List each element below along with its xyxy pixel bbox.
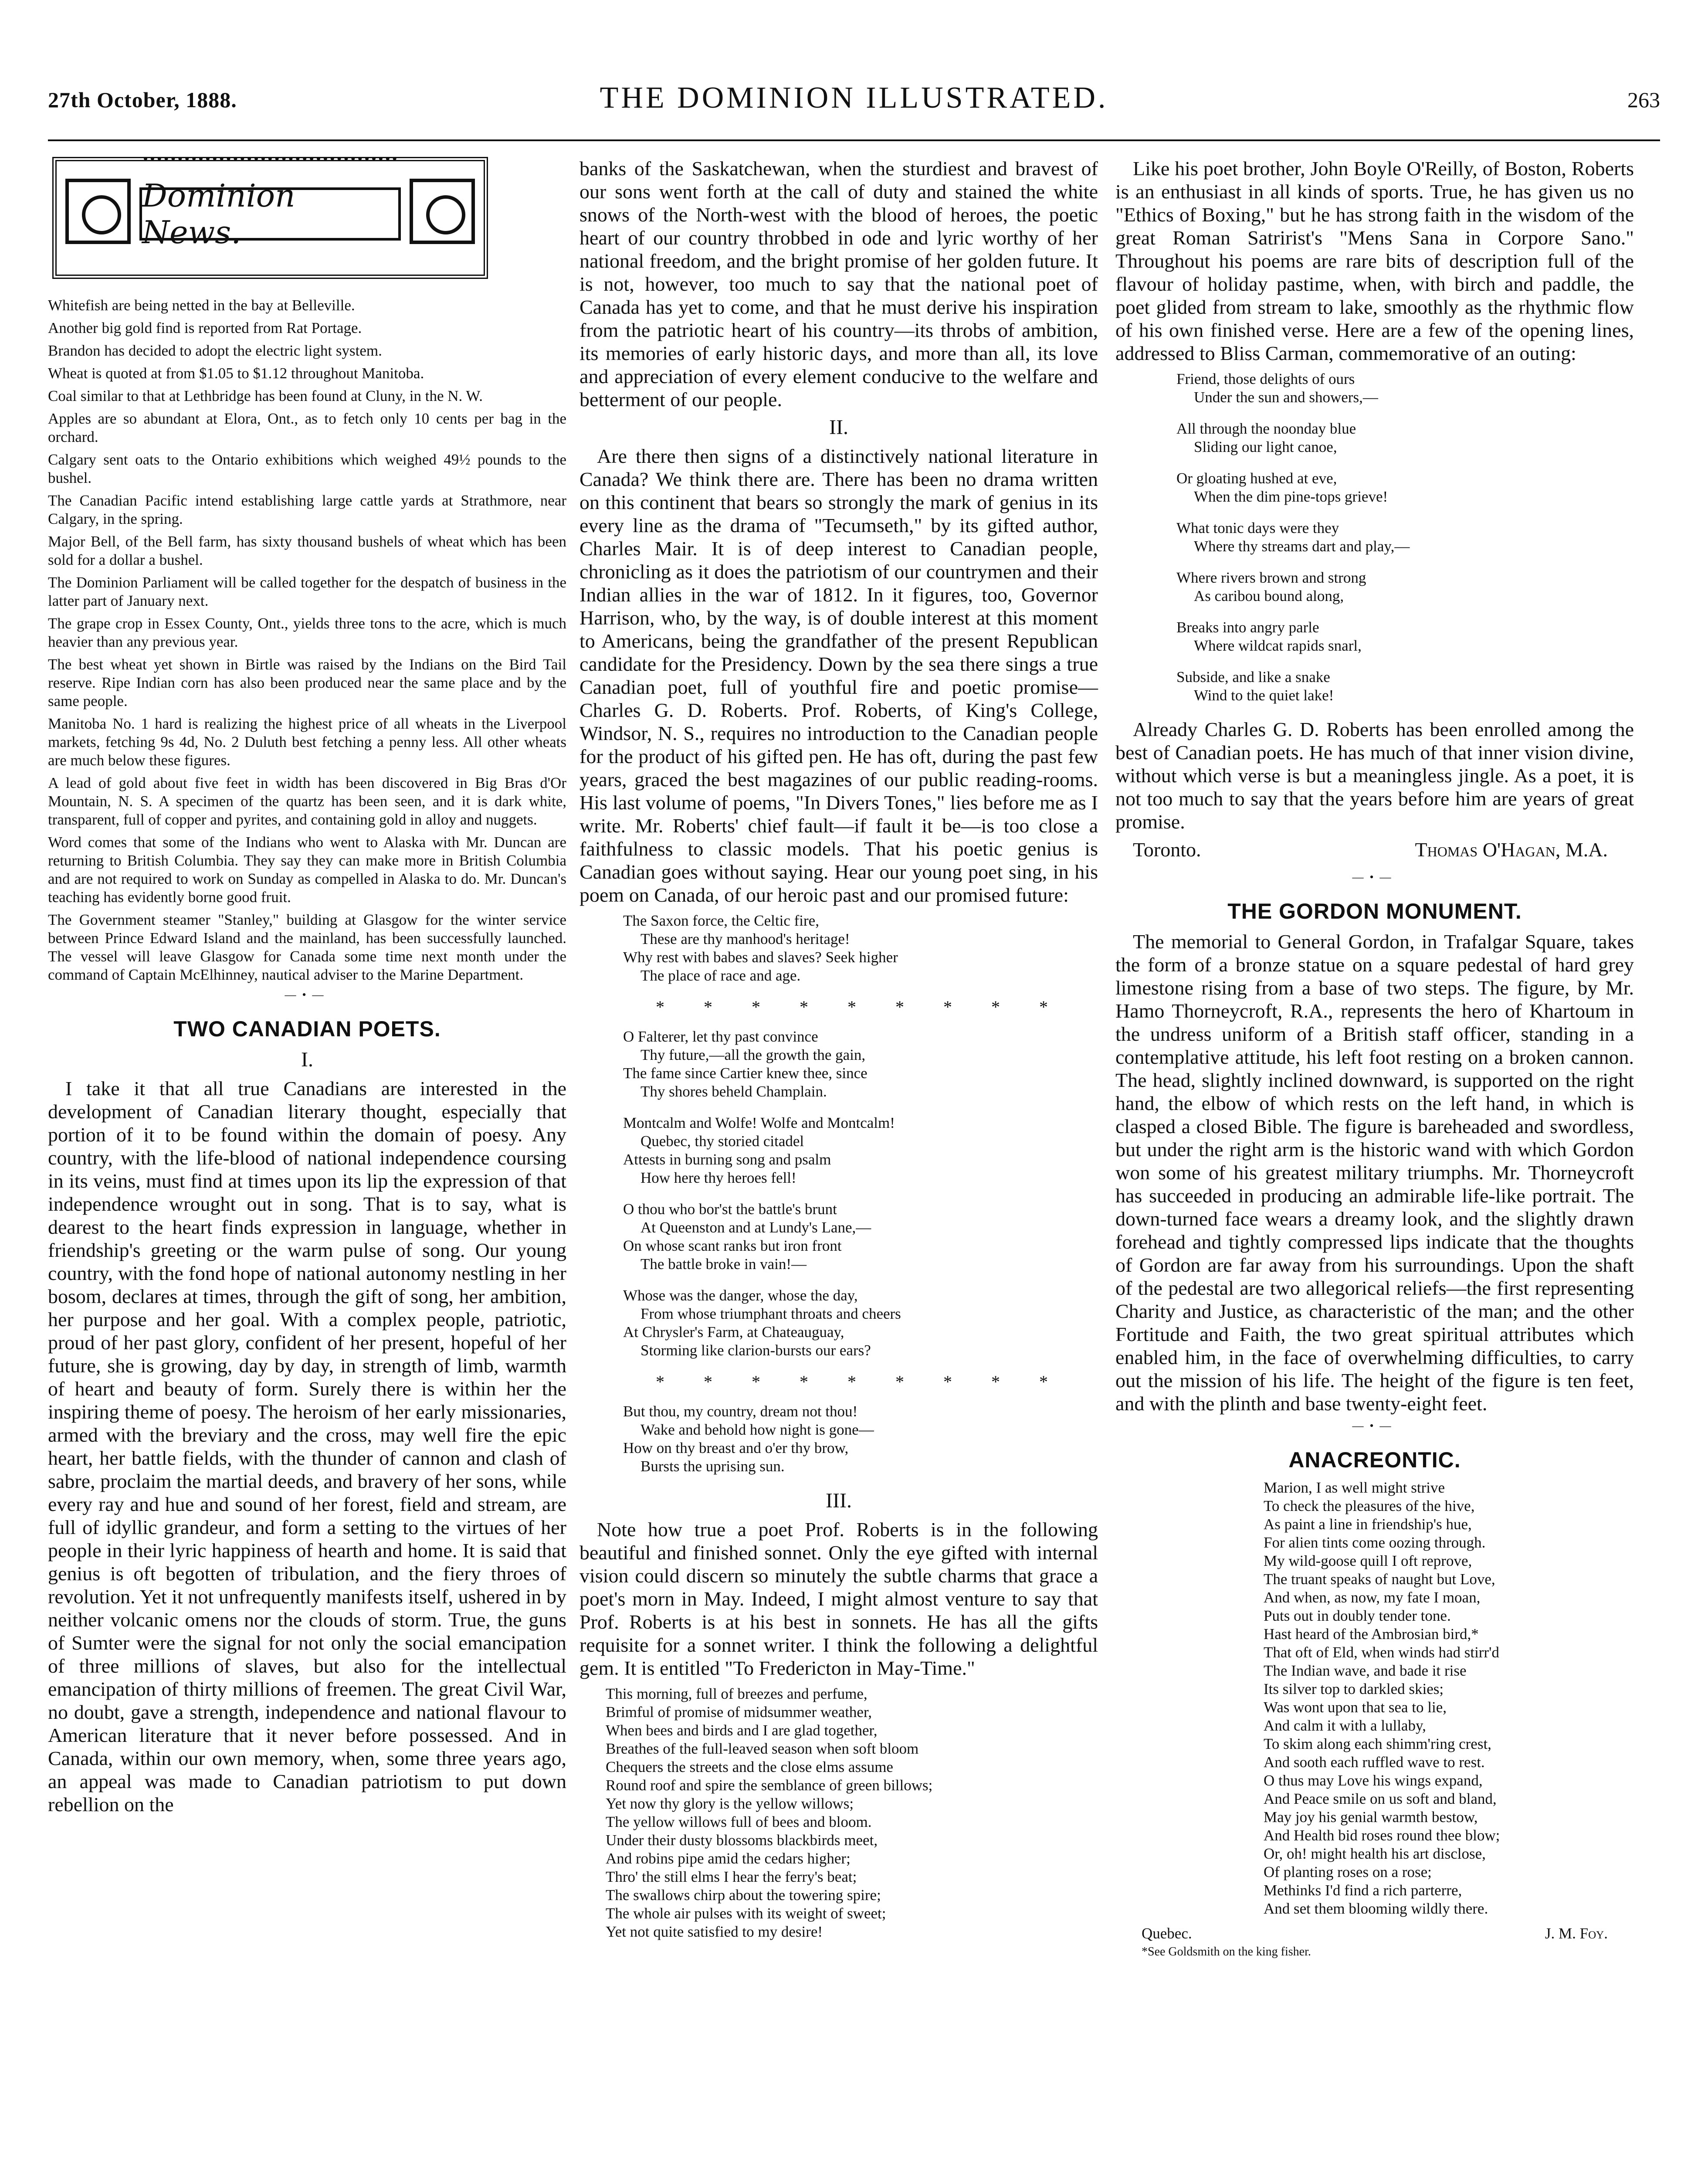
poem-line: The Indian wave, and bade it rise [1264, 1662, 1467, 1679]
poem-line: Or gloating hushed at eve, [1176, 470, 1337, 487]
poem-line: Montcalm and Wolfe! Wolfe and Montcalm! [623, 1114, 895, 1131]
poem-line: Breaks into angry parle [1176, 619, 1319, 636]
poem-line: Storming like clarion-bursts our ears? [640, 1342, 871, 1359]
poem-line: All through the noonday blue [1176, 420, 1356, 437]
poem-line: The yellow willows full of bees and bloom. [606, 1813, 872, 1830]
poem-line: O thus may Love his wings expand, [1264, 1772, 1483, 1789]
poem-line: When the dim pine-tops grieve! [1194, 488, 1388, 505]
poem-line: As paint a line in friendship's hue, [1264, 1516, 1472, 1533]
stars-separator: * * * * * * * * * [656, 1372, 1065, 1392]
poem-line: Breathes of the full-leaved season when soft bloom [606, 1740, 919, 1757]
poem-stanza [623, 1114, 1098, 1187]
poem-stanza [1176, 370, 1634, 407]
poem-line: And calm it with a lullaby, [1264, 1717, 1426, 1734]
poem-line: The truant speaks of naught but Love, [1264, 1571, 1495, 1588]
poem-line: Where wildcat rapids snarl, [1194, 637, 1362, 654]
poem-line: Where thy streams dart and play,— [1194, 538, 1410, 555]
poem-stanza [1176, 469, 1634, 506]
poets-signature [1115, 838, 1634, 862]
section-1-heading: I. [301, 1048, 313, 1071]
poem-stanza [623, 1200, 1098, 1273]
poem-line: The battle broke in vain!— [640, 1256, 807, 1273]
gordon-title: THE GORDON MONUMENT. [1227, 899, 1522, 923]
poem-line: Quebec, thy storied citadel [640, 1133, 804, 1150]
poem-line: Thy future,—all the growth the gain, [640, 1046, 866, 1063]
poem-stanza [623, 1028, 1098, 1101]
sonnet-fredericton [606, 1685, 1098, 1941]
poem-line: As caribou bound along, [1194, 587, 1344, 604]
poem-line: Yet now thy glory is the yellow willows; [606, 1795, 854, 1812]
poem-line: O Falterer, let thy past convince [623, 1028, 818, 1045]
poem-line: What tonic days were they [1176, 519, 1339, 536]
page-number: 263 [1627, 88, 1660, 112]
poem-line: To skim along each shimm'ring crest, [1264, 1735, 1491, 1752]
poem-line: But thou, my country, dream not thou! [623, 1403, 858, 1420]
poem-line: May joy his genial warmth bestow, [1264, 1809, 1478, 1826]
masthead-title: THE DOMINION ILLUSTRATED. [600, 81, 1108, 115]
poem-line: And Health bid roses round thee blow; [1264, 1827, 1500, 1844]
dominion-news-banner [52, 157, 488, 279]
news-item: Calgary sent oats to the Ontario exhibitions which weighed 49½ pounds to the bushel. [48, 451, 566, 486]
poem-line: Its silver top to darkled skies; [1264, 1680, 1444, 1697]
poem-line: On whose scant ranks but iron front [623, 1237, 842, 1254]
poem-line: Marion, I as well might strive [1264, 1479, 1445, 1496]
news-item: The Canadian Pacific intend establishing large cattle yards at Strathmore, near Calgary, in the spring. [48, 492, 566, 527]
poets-title: TWO CANADIAN POETS. [173, 1017, 441, 1041]
news-item: Whitefish are being netted in the bay at Belleville. [48, 297, 355, 314]
poem-line: And sooth each ruffled wave to rest. [1264, 1754, 1485, 1771]
poem-stanza [1176, 519, 1634, 556]
poem-line: Wind to the quiet lake! [1194, 687, 1334, 704]
poem-line: And Peace smile on us soft and bland, [1264, 1790, 1497, 1807]
poem-line: Yet not quite satisfied to my desire! [606, 1923, 823, 1940]
poem-line: O thou who bor'st the battle's brunt [623, 1201, 837, 1218]
poem-line: Or, oh! might health his art disclose, [1264, 1845, 1486, 1862]
poem-line: Bursts the uprising sun. [640, 1458, 785, 1475]
poem-line: Why rest with babes and slaves? Seek higher [623, 949, 898, 966]
poem-line: When bees and birds and I are glad together, [606, 1722, 878, 1739]
poem-outing [1176, 370, 1634, 705]
poem-line: Attests in burning song and psalm [623, 1151, 831, 1168]
poets-paragraph-1: I take it that all true Canadians are interested in the development of Canadian literary thought, especially that portion of it to be found within the domain of poesy. Any country, with the life-blood of national independence coursing in its veins, must find at times upon its lip the expression of that independence wrought out in song. That is to say, what is dearest to the heart finds expression in language, whether in friendship's greeting or the warm pulse of song. Our young country, with the fond hope of national autonomy nestling in her bosom, declares at times, through the gift of song, her ambition, her purpose and her goal. With a complex people, patriotic, proud of her past glory, confident of her present, hopeful of her future, she is growing, day by day, in strength of limb, warmth of heart and beauty of form. Surely there is within her the inspiring theme of poesy. The heroism of her early missionaries, armed with the breviary and the cross, may well fire the epic heart, her battle fields, with the thunder of cannon and clash of sabre, proclaim the martial deeds, and bravery of her sons, while every ray and hue and sound of her forest, field and stream, are full of idyllic grandeur, and form a setting to the virtues of her people in their lyric happiness of hearth and home. It is said that genius is oft begotten of tribulation, and the fiery throes of revolution. Yet it not unfrequently manifests itself, ushered in by neither volcanic omens nor the clouds of storm. True, the guns of Sumter were the signal for not only the social emancipation of three millions of slaves, but also for the intellectual emancipation of thirty millions of freemen. The great Civil War, no doubt, gave a strength, independence and national flavour to American literature that it never before possessed. And in Canada, within our own memory, when, some three years ago, an appeal was made to Canadian patriotism to put down rebellion on the [48, 1077, 566, 1816]
ornament-right-icon [410, 179, 475, 244]
page-header [48, 78, 1660, 131]
poem-line: Round roof and spire the semblance of green billows; [606, 1777, 933, 1794]
divider: —•— [1352, 1419, 1397, 1432]
poem-stanza [1176, 618, 1634, 655]
poem-line: Thro' the still elms I hear the ferry's beat; [606, 1868, 857, 1885]
anacreontic-poem [1264, 1479, 1634, 1918]
news-list [48, 296, 566, 984]
poem-line: From whose triumphant throats and cheers [640, 1305, 901, 1322]
poem-line: At Queenston and at Lundy's Lane,— [640, 1219, 871, 1236]
poem-line: To check the pleasures of the hive, [1264, 1497, 1475, 1514]
poem-stanza [623, 1286, 1098, 1360]
poem-line: Was wont upon that sea to lie, [1264, 1699, 1447, 1716]
banner-title: Dominion News. [139, 187, 401, 241]
ornament-left-icon [65, 179, 131, 244]
news-item: Brandon has decided to adopt the electric light system. [48, 342, 382, 359]
issue-date: 27th October, 1888. [48, 88, 237, 112]
poem-line: At Chrysler's Farm, at Chateauguay, [623, 1324, 844, 1341]
poem-line: Where rivers brown and strong [1176, 569, 1366, 586]
poem-stanza [1176, 420, 1634, 456]
poem-line: This morning, full of breezes and perfume, [606, 1685, 868, 1702]
signature-author: J. M. Foy. [1545, 1925, 1608, 1942]
poem-line: Thy shores beheld Champlain. [640, 1083, 827, 1100]
signature-place: Quebec. [1142, 1925, 1192, 1942]
poem-line: Sliding our light canoe, [1194, 438, 1337, 455]
poem-line: Friend, those delights of ours [1176, 370, 1355, 387]
signature-author: Thomas O'Hagan, M.A. [1415, 838, 1608, 861]
column-3 [1115, 157, 1634, 1959]
poem-line: Chequers the streets and the close elms assume [606, 1758, 893, 1775]
poem-stanza [1176, 569, 1634, 605]
poem-line: Puts out in doubly tender tone. [1264, 1607, 1451, 1624]
poem-line: Subside, and like a snake [1176, 669, 1330, 686]
news-item: Major Bell, of the Bell farm, has sixty thousand bushels of wheat which has been sold for a dollar a bushel. [48, 533, 566, 568]
column-2 [580, 157, 1098, 1952]
section-2-heading: II. [829, 416, 848, 439]
footnote: *See Goldsmith on the king fisher. [1142, 1945, 1311, 1958]
poets-paragraph-6: Already Charles G. D. Roberts has been enrolled among the best of Canadian poets. He has much of that inner vision divine, without which verse is but a meaningless jingle. As a poet, it is not too much to say that the years before him are years of great promise. [1115, 718, 1634, 833]
poem-stanza [1176, 668, 1634, 705]
poem-line: That oft of Eld, when winds had stirr'd [1264, 1644, 1499, 1661]
poem-line: Hast heard of the Ambrosian bird,* [1264, 1626, 1479, 1643]
anacreontic-signature [1115, 1925, 1634, 1942]
poem-line: Wake and behold how night is gone— [640, 1421, 874, 1438]
poem-canada [623, 912, 1098, 1476]
news-item: Apples are so abundant at Elora, Ont., as to fetch only 10 cents per bag in the orchard. [48, 410, 566, 445]
divider: —•— [1352, 871, 1397, 883]
poem-stanza [623, 912, 1098, 985]
anacreontic-title: ANACREONTIC. [1288, 1448, 1461, 1472]
poets-paragraph-3: Are there then signs of a distinctively national literature in Canada? We think there are. There has been no drama written on this continent that bears so strongly the mark of genius in its every line as the drama of "Tecumseth," by its gifted author, Charles Mair. It is of deep interest to Canadian people, chronicling as it does the patriotism of our countrymen and their Indian allies in the war of 1812. In it figures, too, Governor Harrison, who, by the way, is of double interest at this moment to Americans, being the grandfather of the present Republican candidate for the Presidency. Down by the sea there sings a true Canadian poet, full of youthful fire and poetic promise—Charles G. D. Roberts. Prof. Roberts, of King's College, Windsor, N. S., requires no introduction to the Canadian people for the product of his gifted pen. He has oft, during the past few years, graced the best magazines of our public reading-rooms. His last volume of poems, "In Divers Tones," lies before me as I write. Mr. Roberts' chief fault—if fault it be—is too close a faithfulness to classic models. That his poetic genius is Canadian goes without saying. Hear our young poet sing, in his poem on Canada, of our heroic past and our promised future: [580, 445, 1098, 906]
poem-line: How here thy heroes fell! [640, 1169, 796, 1186]
poem-line: Brimful of promise of midsummer weather, [606, 1704, 872, 1721]
poets-paragraph-4: Note how true a poet Prof. Roberts is in the following beautiful and finished sonnet. Only the eye gifted with internal vision could discern so minutely the subtle charms that grace a poet's morn in May. Indeed, I might almost venture to say that Prof. Roberts is at his best in sonnets. He has all the gifts requisite for a sonnet writer. I think the following a delightful gem. It is entitled "To Fredericton in May-Time." [580, 1518, 1098, 1679]
poem-line: Of planting roses on a rose; [1264, 1863, 1432, 1880]
poem-stanza [623, 1402, 1098, 1476]
poem-line: The place of race and age. [640, 967, 801, 984]
stars-separator: * * * * * * * * * [656, 997, 1065, 1017]
poem-line: And when, as now, my fate I moan, [1264, 1589, 1481, 1606]
poem-line: Under their dusty blossoms blackbirds meet, [606, 1832, 878, 1849]
poets-paragraph-2: banks of the Saskatchewan, when the sturdiest and bravest of our sons went forth at the call of duty and stained the white snows of the North-west with the blood of heroes, the poetic heart of our country throbbed in ode and lyric worthy of her national freedom, and the bright promise of her golden future. It is not, however, too much to say that the national poet of Canada has yet to come, and that he must derive his inspiration from the patriotic heart of his country—its throbs of ambition, its memories of early historic days, and more than all, its love and appreciation of every element conducive to the welfare and betterment of our people. [580, 157, 1098, 411]
news-item: The best wheat yet shown in Birtle was raised by the Indians on the Bird Tail reserve. Ripe Indian corn has also been produced near the same place and by the same people. [48, 656, 566, 709]
section-3-heading: III. [826, 1489, 852, 1512]
poets-paragraph-5: Like his poet brother, John Boyle O'Reilly, of Boston, Roberts is an enthusiast in all kinds of sports. True, he has given us no "Ethics of Boxing," but he has strong faith in the wisdom of the great Roman Satririst's "Mens Sana in Corpore Sano." Throughout his poems are rare bits of description full of the flavour of holiday pastime, when, with birch and paddle, the poet glided from stream to lake, smoothly as the rhythmic flow of his own finished verse. Here are a few of the opening lines, addressed to Bliss Carman, commemorative of an outing: [1115, 157, 1634, 364]
news-item: Manitoba No. 1 hard is realizing the highest price of all wheats in the Liverpool markets, fetching 9s 4d, No. 2 Duluth best fetching a penny less. All other wheats are much below these figures. [48, 715, 566, 769]
poem-line: My wild-goose quill I oft reprove, [1264, 1552, 1472, 1569]
gordon-text: The memorial to General Gordon, in Trafalgar Square, takes the form of a bronze statue on a square pedestal of hard grey limestone rising from a base of two steps. The figure, by Mr. Hamo Thorneycroft, R.A., represents the hero of Khartoum in the undress uniform of a British staff officer, standing in a contemplative attitude, his left foot resting on a broken cannon. The head, slightly inclined downward, is supported on the right hand, the elbow of which rests on the left hand, in which is clasped a closed Bible. The figure is bareheaded and swordless, but under the right arm is the historic wand with which Gordon won some of his greatest military triumphs. Mr. Thorneycroft has succeeded in producing an admirable life-like portrait. The down-turned face wears a dreamy look, and the slightly drawn forehead and tightly compressed lips indicate that the thoughts of Gordon are far away from his surroundings. Upon the shaft of the pedestal are two allegorical reliefs—the first representing Charity and Justice, as characteristic of the man; and the other Fortitude and Faith, the two great spiritual attributes which enabled him, in the face of overwhelming difficulties, to carry out the mission of his life. The height of the figure is ten feet, and with the plinth and base twenty-eight feet. [1115, 930, 1634, 1415]
banner-ornament [144, 157, 396, 173]
poem-line: And set them blooming wildly there. [1264, 1900, 1488, 1917]
header-rule [48, 139, 1660, 141]
poem-line: Under the sun and showers,— [1194, 389, 1378, 406]
poem-line: The Saxon force, the Celtic fire, [623, 912, 819, 929]
poem-line: How on thy breast and o'er thy brow, [623, 1439, 849, 1456]
column-1 [48, 157, 566, 1820]
news-item: Wheat is quoted at from $1.05 to $1.12 throughout Manitoba. [48, 365, 424, 382]
divider: —•— [285, 988, 330, 1001]
news-item: A lead of gold about five feet in width has been discovered in Big Bras d'Or Mountain, N. S. A specimen of the quartz has been seen, and it is dark white, transparent, full of copper and pyrites, and containing gold in alloy and nuggets. [48, 774, 566, 828]
news-item: The Government steamer "Stanley," building at Glasgow for the winter service between Prince Edward Island and the mainland, has been successfully launched. The vessel will leave Glasgow for Canada some time next month under the command of Captain McElhinney, nautical adviser to the Marine Department. [48, 911, 566, 983]
news-item: Word comes that some of the Indians who went to Alaska with Mr. Duncan are returning to British Columbia. They say they can make more in British Columbia and are not required to work on Sunday as compelled in Alaska to do. Mr. Duncan's teaching has evidently borne good fruit. [48, 834, 566, 906]
news-item: The grape crop in Essex County, Ont., yields three tons to the acre, which is much heavier than any previous year. [48, 615, 566, 650]
poem-line: The whole air pulses with its weight of sweet; [606, 1905, 886, 1922]
poem-line: And robins pipe amid the cedars higher; [606, 1850, 851, 1867]
poem-line: Whose was the danger, whose the day, [623, 1287, 858, 1304]
news-item: Another big gold find is reported from Rat Portage. [48, 319, 362, 336]
news-item: Coal similar to that at Lethbridge has been found at Cluny, in the N. W. [48, 387, 483, 404]
poem-line: For alien tints come oozing through. [1264, 1534, 1486, 1551]
poem-line: Methinks I'd find a rich parterre, [1264, 1882, 1462, 1899]
poem-line: The swallows chirp about the towering spire; [606, 1887, 881, 1904]
news-item: The Dominion Parliament will be called together for the despatch of business in the latter part of January next. [48, 574, 566, 609]
poem-line: These are thy manhood's heritage! [640, 930, 850, 947]
poem-line: The fame since Cartier knew thee, since [623, 1065, 868, 1082]
signature-place: Toronto. [1133, 838, 1201, 861]
